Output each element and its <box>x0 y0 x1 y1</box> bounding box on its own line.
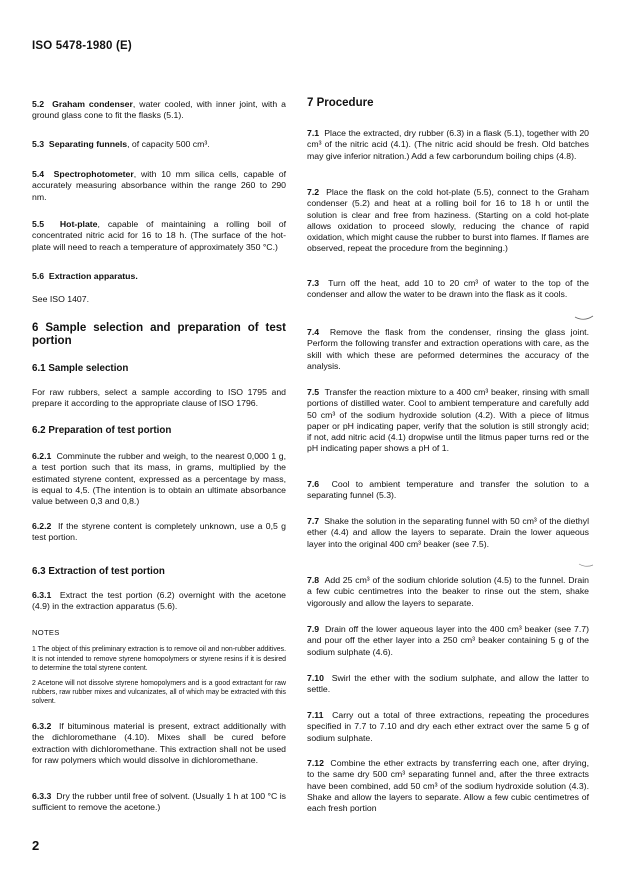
clause-text: Extract the test portion (6.2) overnight with the acetone (4.9) in the extraction apparatus (5.6). <box>32 590 287 612</box>
clause-text: , with 10 mm silica cells, capable of accurately measuring absorbance within the range 260 to 290 nm. <box>32 169 286 202</box>
clause-5-4 <box>32 169 286 203</box>
clause-text: Shake the solution in the separating funnel with 50 cm³ of the diethyl ether (4.4) and allow the layers to separate. Drain the lower aqueous layer into the original 400 cm³ beaker (see 7.5). <box>307 516 590 549</box>
clause-title: Separating funnels <box>48 139 128 149</box>
margin-mark <box>578 562 594 568</box>
clause-text: If bituminous material is present, extract additionally with the dichloromethane (4.10). Mixes shall be cured before extraction with dichloromethane. This extraction shall not be used for raw polymers which would dissolve in dichloromethane. <box>32 721 286 765</box>
clause-7-8 <box>307 575 589 609</box>
section-6-heading <box>32 322 286 348</box>
paragraph: For raw rubbers, select a sample according to ISO 1795 and prepare it according to the appropriate clause of ISO 1796. <box>32 387 286 409</box>
clause-number: 7.7 <box>307 516 320 526</box>
clause-7-6 <box>307 479 589 502</box>
clause-text: Carry out a total of three extractions, repeating the procedures specified in 7.7 to 7.10 and dry each ether extract over the same 5 g of sodium sulphate. <box>307 710 589 743</box>
clause-title: Graham condenser <box>52 99 133 109</box>
clause-number: 5.5 <box>32 219 45 229</box>
page-header: ISO 5478-1980 (E) <box>32 40 132 52</box>
clause-6-3-3 <box>32 791 286 814</box>
clause-number: 6.3.3 <box>32 791 52 801</box>
subsection-heading: 6.2 Preparation of test portion <box>32 425 172 436</box>
clause-7-1 <box>307 128 589 162</box>
clause-number: 6.2.2 <box>32 521 52 531</box>
clause-7-5 <box>307 387 589 455</box>
notes <box>32 627 286 707</box>
clause-number: 5.6 <box>32 271 45 281</box>
clause-7-2 <box>307 187 589 255</box>
clause-5-2 <box>32 99 286 122</box>
clause-text: , of capacity 500 cm³. <box>127 139 210 149</box>
section-7-heading <box>307 97 589 110</box>
clause-text: Add 25 cm³ of the sodium chloride solution (4.5) to the funnel. Drain a few cubic centimetres into the beaker to rinse out the stem, shake vigorously and allow the layers to separate. <box>307 575 589 608</box>
clause-5-5 <box>32 219 286 253</box>
clause-number: 5.4 <box>32 169 45 179</box>
clause-text: Drain off the lower aqueous layer into the 400 cm³ beaker (see 7.7) and pour off the ether layer into a 250 cm³ beaker containing 5 g of the sodium sulphate (4.6). <box>307 624 590 657</box>
clause-number: 7.10 <box>307 673 324 683</box>
clause-7-7 <box>307 516 589 550</box>
clause-see-reference: See ISO 1407. <box>32 294 89 305</box>
clause-text: , water cooled, with inner joint, with a ground glass cone to fit the flasks (5.1). <box>32 99 286 121</box>
clause-text: If the styrene content is completely unknown, use a 0,5 g test portion. <box>32 521 287 543</box>
subsection-6-3 <box>32 566 286 578</box>
clause-number: 7.5 <box>307 387 320 397</box>
subsection-6-1 <box>32 363 286 410</box>
clause-number: 6.2.1 <box>32 451 52 461</box>
clause-title: Spectrophotometer <box>53 169 134 179</box>
clause-text: Cool to ambient temperature and transfer the solution to a separating funnel (5.3). <box>307 479 589 501</box>
clause-text: , capable of maintaining a rolling boil of concentrated nitric acid for 16 to 18 h. (The surface of the hot-plate will need to reach a temperature of approximately 350 °C.) <box>32 219 287 252</box>
clause-6-2-1 <box>32 451 286 507</box>
clause-text: Comminute the rubber and weigh, to the nearest 0,000 1 g, a test portion such that its mass, in grams, multiplied by the estimated styrene content, expressed as a percentage by mass, is equal to 4,5. (The intention is to obtain an ultimate absorbance value between 0,3 and 0,8.) <box>32 451 287 507</box>
clause-text: Dry the rubber until free of solvent. (Usually 1 h at 100 °C is sufficient to remove the acetone.) <box>32 791 286 813</box>
clause-number: 6.3.2 <box>32 721 52 731</box>
clause-number: 7.8 <box>307 575 320 585</box>
subsection-heading: 6.1 Sample selection <box>32 363 129 374</box>
clause-6-3-2 <box>32 721 286 766</box>
margin-mark <box>574 314 594 322</box>
clause-7-12 <box>307 758 589 814</box>
clause-title: Extraction apparatus. <box>48 271 138 281</box>
clause-text: Combine the ether extracts by transferring each one, after drying, to the same dry 500 cm³ separating funnel and, after the three extracts have been combined, add 50 cm³ of the sodium hydroxide solution (4.3). Shake and allow the layers to separate. Allow a few cubic centimetres of each fresh portion <box>307 758 590 814</box>
subsection-heading: 6.3 Extraction of test portion <box>32 566 165 577</box>
clause-text: Transfer the reaction mixture to a 400 cm³ beaker, rinsing with small portions of distilled water. Cool to ambient temperature and carefully add 50 cm³ of the sodium hydroxide solution (4.2). With a piece of litmus paper or pH indicating paper, verify that the solution is still strongly acid; if not, add nitric acid (4.1) dropwise until the litmus paper turns red or the pH indicating paper shows a pH of 1. <box>307 387 589 454</box>
subsection-6-2 <box>32 425 286 437</box>
clause-title: Hot-plate <box>59 219 98 229</box>
clause-number: 7.6 <box>307 479 320 489</box>
clause-6-2-2 <box>32 521 286 544</box>
clause-number: 7.3 <box>307 278 320 288</box>
clause-5-3 <box>32 139 286 150</box>
section-heading: 7 Procedure <box>307 97 374 109</box>
clause-6-3-1 <box>32 590 286 613</box>
section-heading: 6 Sample selection and preparation of test portion <box>32 322 286 347</box>
clause-number: 7.1 <box>307 128 320 138</box>
clause-text: Remove the flask from the condenser, rinsing the glass joint. Perform the following transfer and extraction operations with care, as the skill with which these are peformed determines the accuracy of the analysis. <box>307 327 589 371</box>
clause-5-6 <box>32 271 286 306</box>
clause-number: 7.4 <box>307 327 320 337</box>
clause-number: 5.2 <box>32 99 45 109</box>
notes-title: NOTES <box>32 628 60 637</box>
clause-number: 6.3.1 <box>32 590 52 600</box>
clause-7-3 <box>307 278 589 301</box>
clause-number: 7.9 <box>307 624 320 634</box>
page-number: 2 <box>32 838 40 853</box>
clause-number: 7.12 <box>307 758 324 768</box>
clause-text: Place the flask on the cold hot-plate (5.5), connect to the Graham condenser (5.2) and heat at a rolling boil for 16 to 18 h or until the solution is clear and free from haziness. (Starting on a cold hot-plate allows oxidation to proceed slowly, reducing the chance of rapid oxidation, which might cause the rubber to burst into flames. If flames are observed, repeat the procedure from the beginning.) <box>307 187 589 254</box>
clause-7-4 <box>307 327 589 372</box>
clause-text: Turn off the heat, add 10 to 20 cm³ of water to the top of the condenser and allow the water to be drawn into the flask as it cools. <box>307 278 589 300</box>
note-2: 2 Acetone will not dissolve styrene homopolymers and is a good extractant for raw rubbers, raw rubber mixes and vulcanizates, all of which may be extracted with this solvent. <box>32 679 286 706</box>
clause-7-11 <box>307 710 589 744</box>
clause-number: 5.3 <box>32 139 45 149</box>
note-1: 1 The object of this preliminary extraction is to remove oil and non-rubber additives. It is not intended to remove styrene homopolymers or styrene resins if it is desired to determine the total styrene content. <box>32 646 286 672</box>
clause-number: 7.11 <box>307 710 324 720</box>
clause-7-10 <box>307 673 589 696</box>
clause-number: 7.2 <box>307 187 320 197</box>
clause-7-9 <box>307 624 589 658</box>
clause-text: Swirl the ether with the sodium sulphate, and allow the latter to settle. <box>307 673 590 695</box>
clause-text: Place the extracted, dry rubber (6.3) in a flask (5.1), together with 20 cm³ of the nitric acid (4.1). (The nitric acid should be fresh. Old batches may give inferior nitration.) Add a few carborundum boiling chips (4.8). <box>307 128 589 161</box>
